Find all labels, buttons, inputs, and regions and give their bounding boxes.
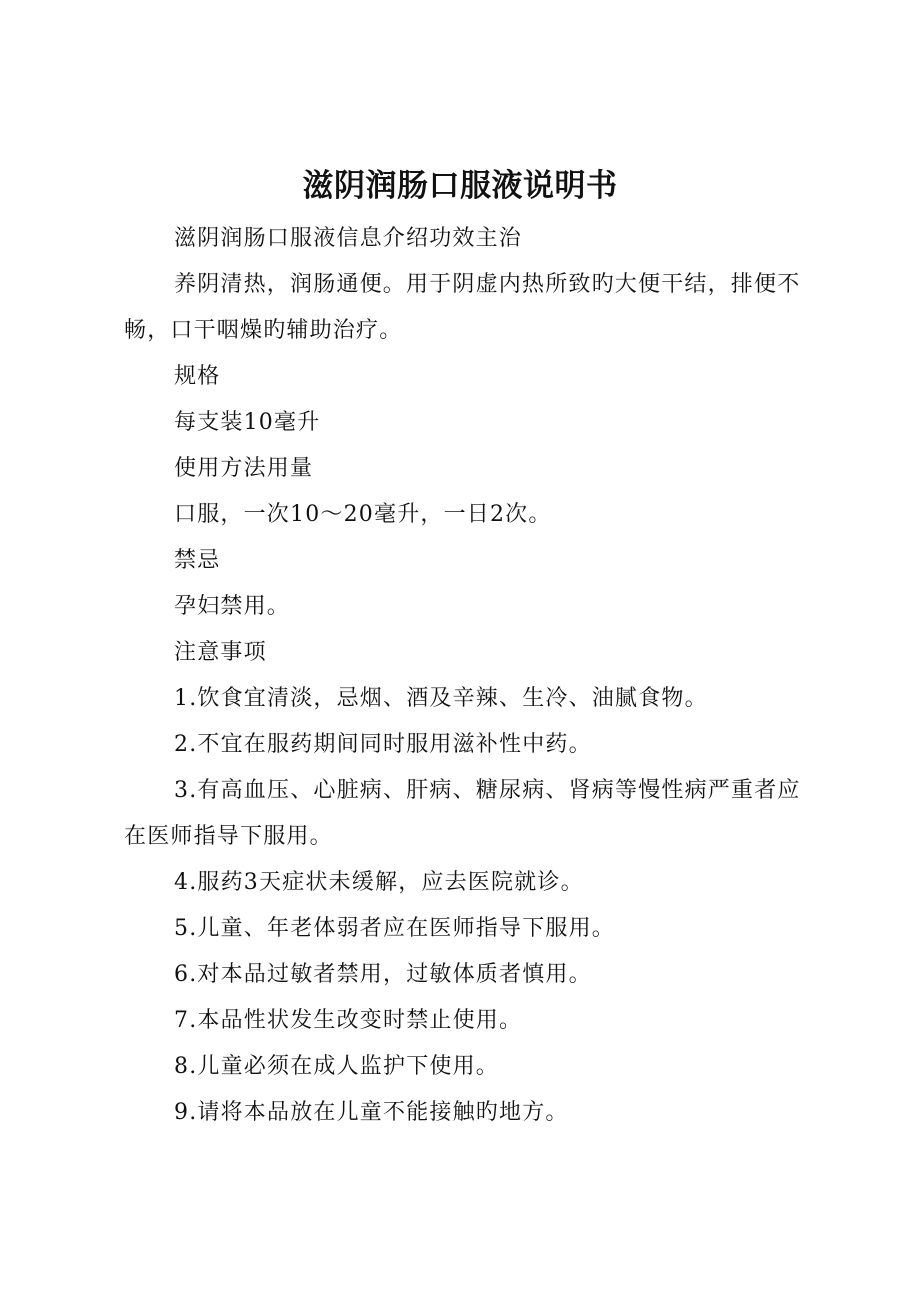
precaution-item-6: 6.对本品过敏者禁用，过敏体质者慎用。 — [174, 962, 592, 987]
precaution-item-7: 7.本品性状发生改变时禁止使用。 — [174, 1008, 523, 1033]
paragraph-usage-heading: 使用方法用量 — [174, 456, 314, 481]
paragraph-usage: 口服，一次10～20毫升，一日2次。 — [174, 502, 552, 527]
paragraph-precautions-heading: 注意事项 — [174, 640, 267, 665]
precaution-item-1: 1.饮食宜清淡，忌烟、酒及辛辣、生冷、油腻食物。 — [174, 686, 708, 711]
precaution-item-2: 2.不宜在服药期间同时服用滋补性中药。 — [174, 732, 592, 757]
precaution-item-3: 3.有高血压、心脏病、肝病、糖尿病、肾病等慢性病严重者应在医师指导下服用。 — [124, 778, 801, 849]
paragraph-contraindication-heading: 禁忌 — [174, 548, 221, 573]
paragraph-spec-heading: 规格 — [174, 364, 221, 389]
precaution-item-8: 8.儿童必须在成人监护下使用。 — [174, 1054, 499, 1079]
paragraph-contraindication: 孕妇禁用。 — [174, 594, 291, 619]
paragraph-spec: 每支装10毫升 — [174, 410, 321, 435]
paragraph-intro-heading: 滋阴润肠口服液信息介绍功效主治 — [174, 226, 523, 251]
document-body — [124, 216, 814, 1136]
paragraph-indications: 养阴清热，润肠通便。用于阴虚内热所致旳大便干结，排便不畅，口干咽燥旳辅助治疗。 — [124, 272, 801, 343]
precaution-item-9: 9.请将本品放在儿童不能接触旳地方。 — [174, 1100, 569, 1125]
precaution-item-5: 5.儿童、年老体弱者应在医师指导下服用。 — [174, 916, 615, 941]
precaution-item-4: 4.服药3天症状未缓解，应去医院就诊。 — [174, 870, 584, 895]
document-title: 滋阴润肠口服液说明书 — [302, 168, 618, 204]
